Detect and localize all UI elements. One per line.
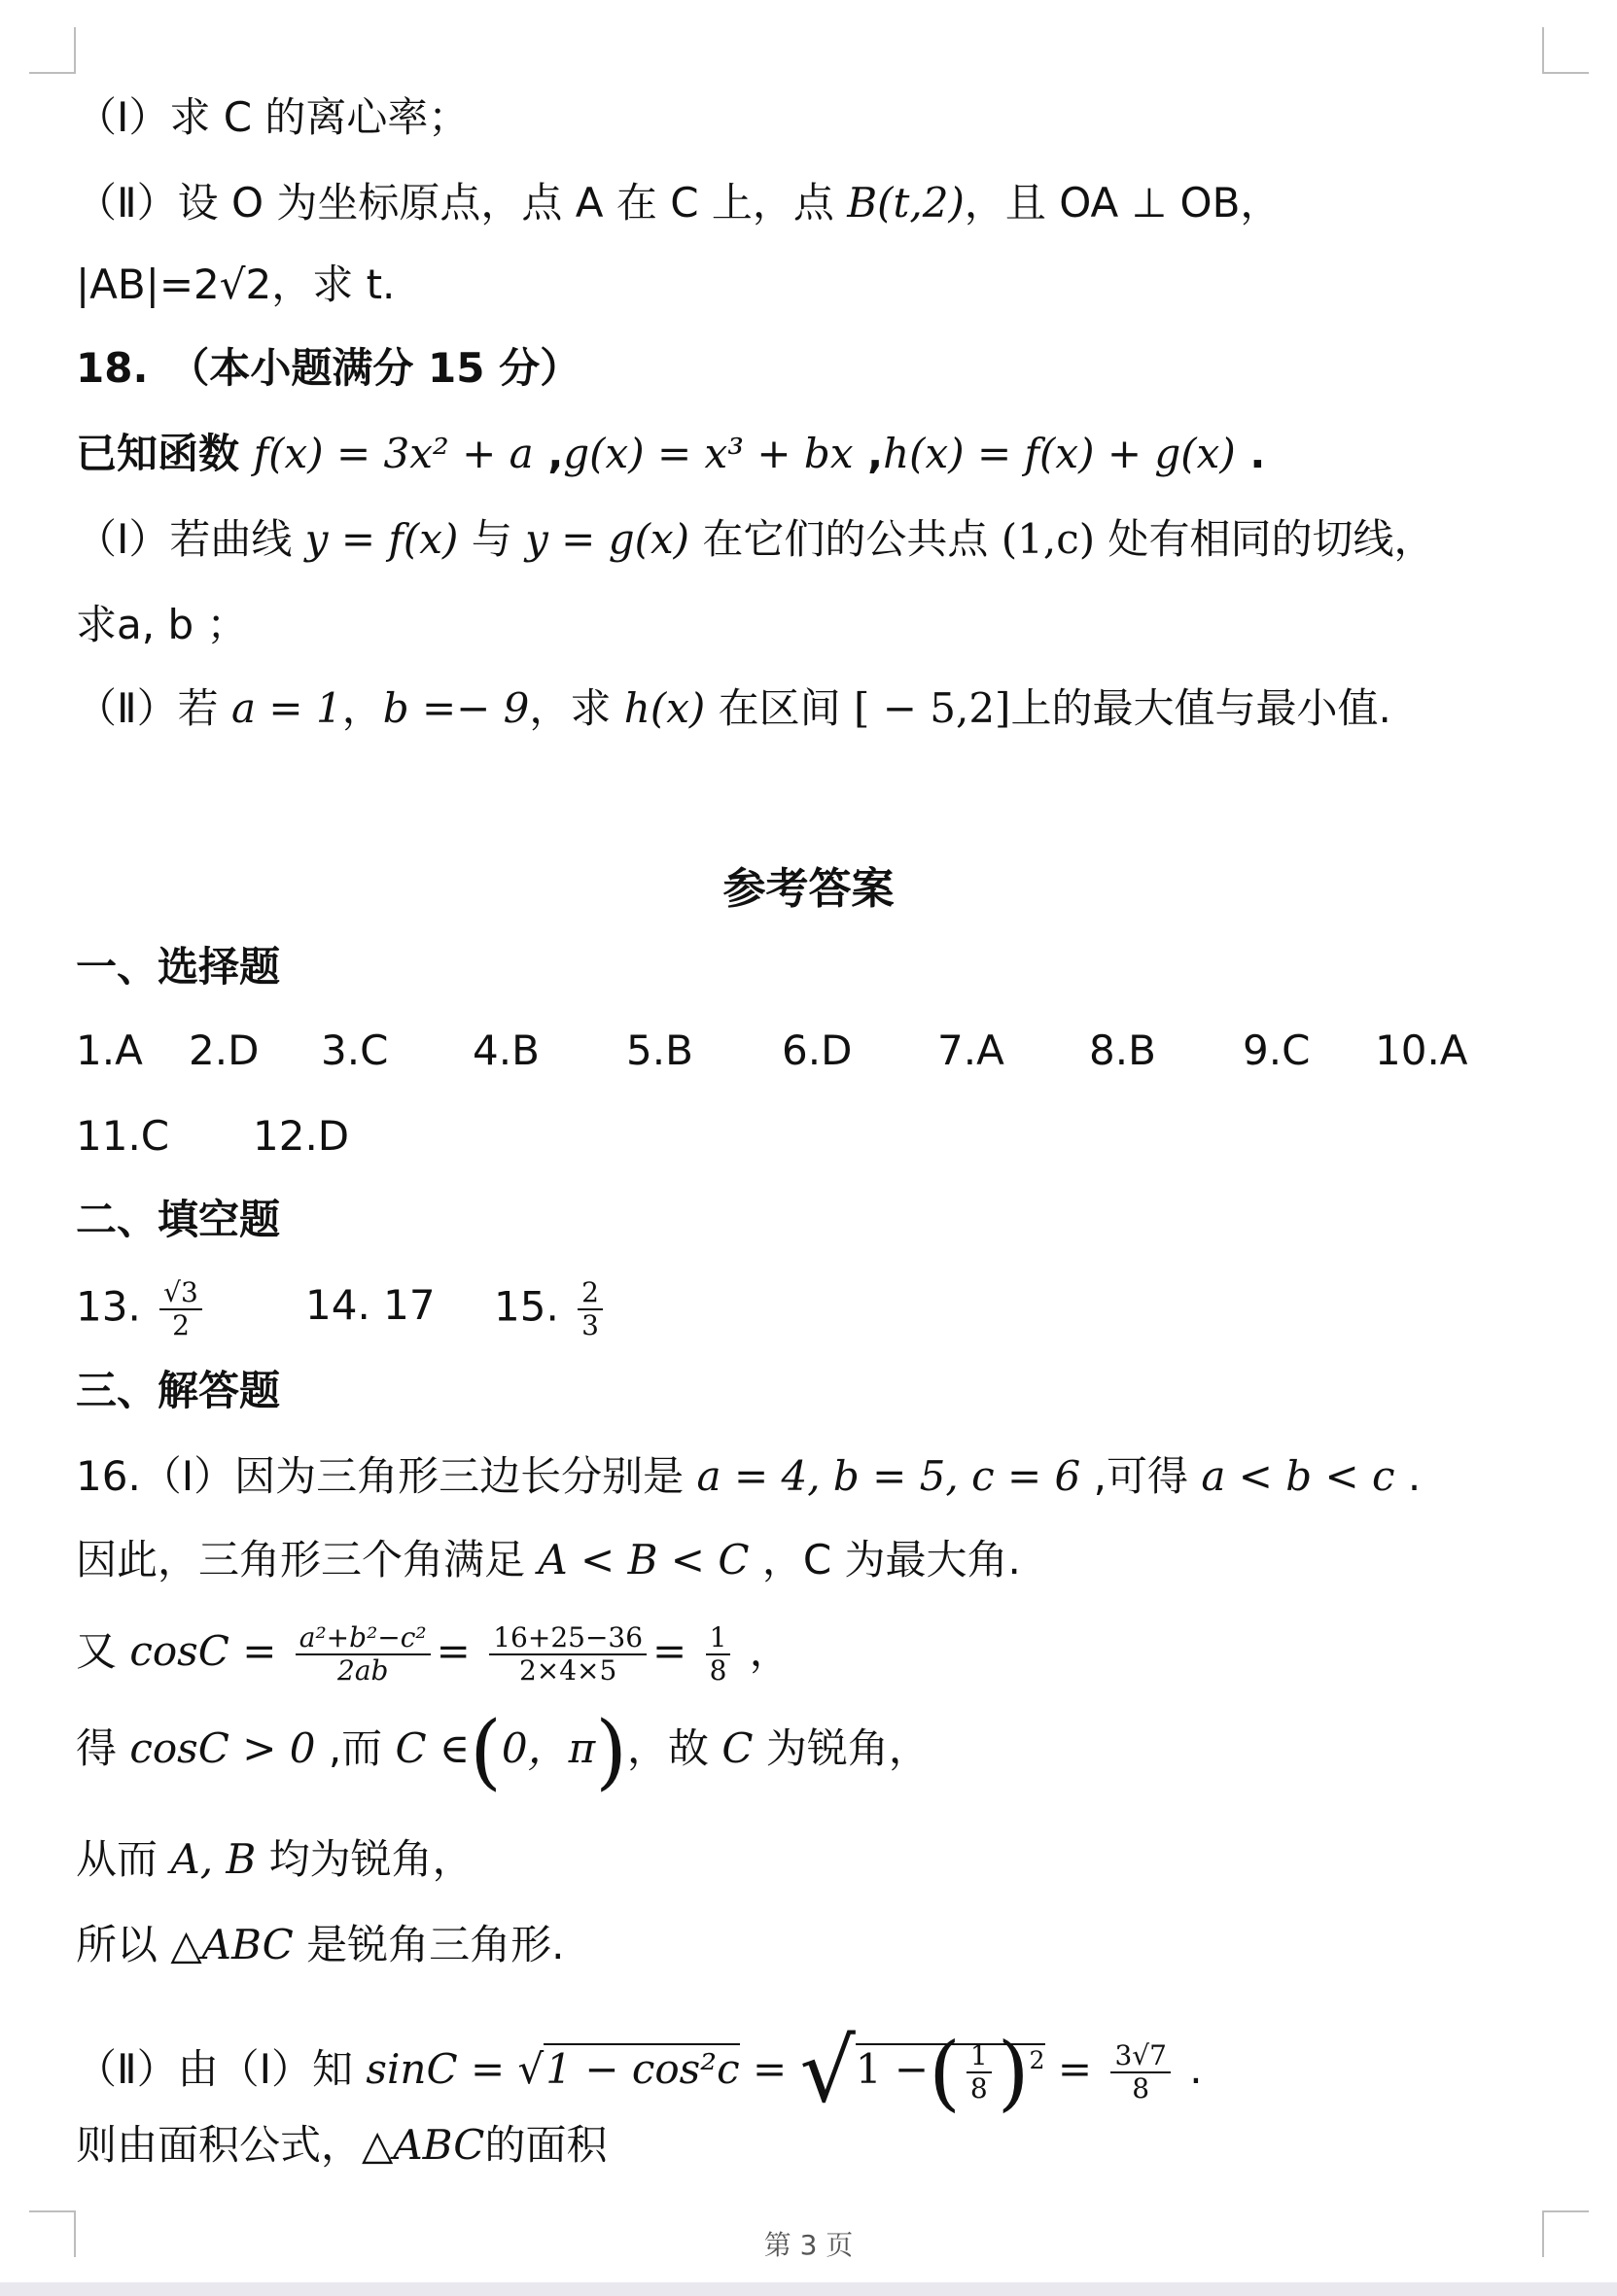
sol16-l1-post: . — [1394, 1452, 1422, 1500]
q18-f-def: f(x) = 3x² + a — [253, 430, 534, 477]
sol16-eq-2: = — [1044, 2045, 1106, 2093]
answer-3: 3.C — [321, 1026, 389, 1074]
answer-11: 11.C — [76, 1112, 170, 1160]
sol16-l8-text: 则由面积公式， — [76, 2121, 363, 2169]
sol16-result-num: 3√7 — [1110, 2040, 1170, 2073]
answer-13-fraction — [159, 1277, 202, 1341]
q17-part2 — [76, 175, 1559, 231]
sec1-title: 一、选择题 — [76, 943, 281, 991]
sol16-l5-text: 从而 — [76, 1835, 171, 1883]
sol16-l5-post: 均为锐角， — [256, 1835, 474, 1883]
answer-1: 1.A — [76, 1026, 143, 1074]
q17-part2-cond: ，且 OA ⊥ OB， — [964, 179, 1282, 226]
sol16-line3: 又 cosC = $\frac{\text{a²+b²−c²}}{2ab}$ = $\frac{16+25-36}{2\times 4\times 5}$ = $\frac{1}{8}$ ， — [76, 1620, 791, 1687]
sol16-sin-c: sinC = √ — [366, 2045, 545, 2093]
q18-part2-mid2: 在区间 — [705, 684, 854, 732]
q18-part2: （Ⅱ）若 a = 1，b =− 9，求 h(x) 在区间 [ − 5,2]上的最大值与最小值. — [76, 684, 1391, 732]
sol16-fraction-3 — [706, 1622, 731, 1687]
q17-part2-text: （Ⅱ）设 O 为坐标原点，点 A 在 C 上，点 — [76, 179, 848, 226]
sol16-line7: （Ⅱ）由（Ⅰ）知 sinC = √1 − cos²c = √1 −( $\frac{1}{8}$ )$^2$ = $\frac{3√7}{8}$ . — [76, 2020, 1203, 2123]
q18-given-label: 已知函数 — [76, 430, 254, 477]
crop-mark-top-right — [1542, 27, 1589, 74]
q18-part1-line2: 求a, b ； — [76, 601, 248, 648]
answer-13 — [76, 1277, 208, 1341]
sol16-l4-mid: ,而 — [315, 1724, 396, 1772]
answer-15-label: 15. — [494, 1282, 559, 1331]
sec3-title: 三、解答题 — [76, 1367, 281, 1414]
q18-common-point: (1,c) — [1001, 515, 1096, 563]
sol16-inequality: a < b < c — [1201, 1452, 1395, 1500]
q18-part2-mid: ，求 — [529, 684, 624, 732]
sol16-l7-post: . — [1176, 2045, 1203, 2093]
q18-part1-mid: 与 — [458, 515, 526, 563]
sol16-f1-den: 2ab — [337, 1653, 389, 1687]
sol16-cos-positive: cosC > 0 — [129, 1724, 316, 1772]
sol16-one-eighth-num: 1 — [967, 2040, 992, 2073]
q18-b-value: b =− 9 — [382, 684, 530, 732]
answer-15-fraction — [578, 1277, 603, 1341]
q17-part2-line2: |AB|=2√2，求 t. — [76, 261, 396, 308]
answer-13-label: 13. — [76, 1282, 141, 1331]
sol16-angle-order: A < B < C — [538, 1536, 750, 1583]
sol16-sin-result — [1110, 2040, 1170, 2105]
q17-part1: （Ⅰ）求 C 的离心率； — [76, 93, 470, 141]
page-number: 第 3 页 — [763, 2229, 854, 2261]
q18-part1 — [76, 511, 1559, 568]
q18-g-def: g(x) = x³ + bx — [563, 430, 854, 477]
q18-h: h(x) — [623, 684, 706, 732]
answer-12: 12.D — [253, 1112, 350, 1160]
q18-curve-f: y = f(x) — [304, 515, 459, 563]
sec2-title: 二、填空题 — [76, 1196, 281, 1243]
answer-15-denominator: 3 — [581, 1309, 599, 1341]
sol16-f1-num: a²+b²−c² — [296, 1622, 431, 1655]
crop-mark-top-left — [29, 27, 76, 74]
sol16-triangle: △ABC — [170, 1921, 294, 1968]
q18-part1-mid2: 在它们的公共点 — [689, 515, 1002, 563]
sol16-l3-text: 又 — [76, 1627, 130, 1675]
sol16-l8-post: 的面积 — [484, 2121, 608, 2169]
sol16-result-den: 8 — [1132, 2071, 1150, 2105]
sol16-l4-text: 得 — [76, 1724, 130, 1772]
bottom-bar — [0, 2282, 1617, 2296]
sol16-l4-end: 为锐角， — [753, 1724, 930, 1772]
answer-4: 4.B — [473, 1026, 540, 1074]
q18-part1-post: 处有相同的切线， — [1095, 515, 1435, 563]
q18-part2-post: 上的最大值与最小值. — [1010, 684, 1391, 732]
sol16-c: C — [721, 1724, 754, 1772]
sol16-l4-post: ，故 — [627, 1724, 722, 1772]
sol16-one-eighth-den: 8 — [969, 2072, 988, 2105]
sol16-triangle-2: △ABC — [362, 2121, 485, 2169]
sol16-fraction-1 — [296, 1622, 431, 1687]
sol16-c-in: C ∈ — [395, 1724, 471, 1772]
sol16-l6-post: 是锐角三角形. — [293, 1921, 565, 1968]
sol16-angles-ab: A, B — [170, 1835, 257, 1883]
sol16-line8 — [76, 2117, 1559, 2174]
sol16-l2-text: 因此，三角形三个角满足 — [76, 1536, 539, 1583]
sol16-f3-den: 8 — [709, 1653, 727, 1687]
sol16-line2 — [76, 1532, 1559, 1588]
sol16-l6-text: 所以 — [76, 1921, 171, 1968]
q18-part1-text: （Ⅰ）若曲线 — [76, 515, 305, 563]
sol16-one-eighth — [967, 2040, 992, 2105]
sol16-big-radicand: 1 −( $\frac{1}{8}$ )$^2$ — [855, 2025, 1045, 2120]
answer-9: 9.C — [1243, 1026, 1311, 1074]
sol16-l1-mid: ,可得 — [1080, 1452, 1202, 1500]
sol16-f3-num: 1 — [706, 1622, 731, 1655]
q18-interval: [ − 5,2] — [853, 684, 1011, 732]
q18-a-value: a = 1 — [231, 684, 342, 732]
sol16-fraction-2 — [489, 1622, 647, 1687]
q17-point-b: B(t,2) — [847, 179, 965, 226]
sol16-l3-post: ， — [749, 1627, 791, 1675]
sol16-inner: 1 − — [855, 2045, 930, 2093]
sol16-l7-text: （Ⅱ）由（Ⅰ）知 — [76, 2045, 367, 2093]
answer-7: 7.A — [937, 1026, 1004, 1074]
q18-part2-text: （Ⅱ）若 — [76, 684, 232, 732]
sol16-cos-c: cosC = — [129, 1627, 277, 1675]
sol16-line1 — [76, 1448, 1559, 1505]
q18-header: 18. （本小题满分 15 分） — [76, 344, 581, 392]
sol16-eq-1: = — [739, 2045, 800, 2093]
sol16-interval: 0，π — [501, 1724, 596, 1772]
q18-given: 已知函数 f(x) = 3x² + a ,g(x) = x³ + bx ,h(x) = f(x) + g(x) . — [76, 430, 1266, 477]
answer-13-numerator: √3 — [159, 1277, 202, 1310]
answer-15 — [494, 1277, 609, 1341]
answer-6: 6.D — [782, 1026, 853, 1074]
q18-h-def: h(x) = f(x) + g(x) — [883, 430, 1236, 477]
answer-5: 5.B — [626, 1026, 693, 1074]
sol16-line4: 得 cosC > 0 ,而 C ∈(0，π)，故 C 为锐角， — [76, 1703, 930, 1799]
answers-title: 参考答案 — [722, 864, 895, 914]
answer-14: 14. 17 — [305, 1281, 436, 1329]
answer-2: 2.D — [189, 1026, 260, 1074]
answer-8: 8.B — [1089, 1026, 1156, 1074]
answer-10: 10.A — [1375, 1026, 1468, 1074]
sol16-radicand: 1 − cos²c — [545, 2045, 740, 2093]
sol16-l1-text: 16.（Ⅰ）因为三角形三边长分别是 — [76, 1452, 697, 1500]
sol16-f2-den: 2×4×5 — [518, 1653, 617, 1687]
answer-13-denominator: 2 — [172, 1309, 190, 1341]
answer-15-numerator: 2 — [578, 1277, 603, 1310]
sol16-side-lengths: a = 4, b = 5, c = 6 — [696, 1452, 1081, 1500]
q18-curve-g: y = g(x) — [525, 515, 690, 563]
sol16-line6 — [76, 1917, 1559, 1973]
sol16-l2-post: ，C 为最大角. — [749, 1536, 1021, 1583]
sol16-line5 — [76, 1831, 1559, 1888]
sol16-f2-num: 16+25−36 — [489, 1622, 647, 1655]
